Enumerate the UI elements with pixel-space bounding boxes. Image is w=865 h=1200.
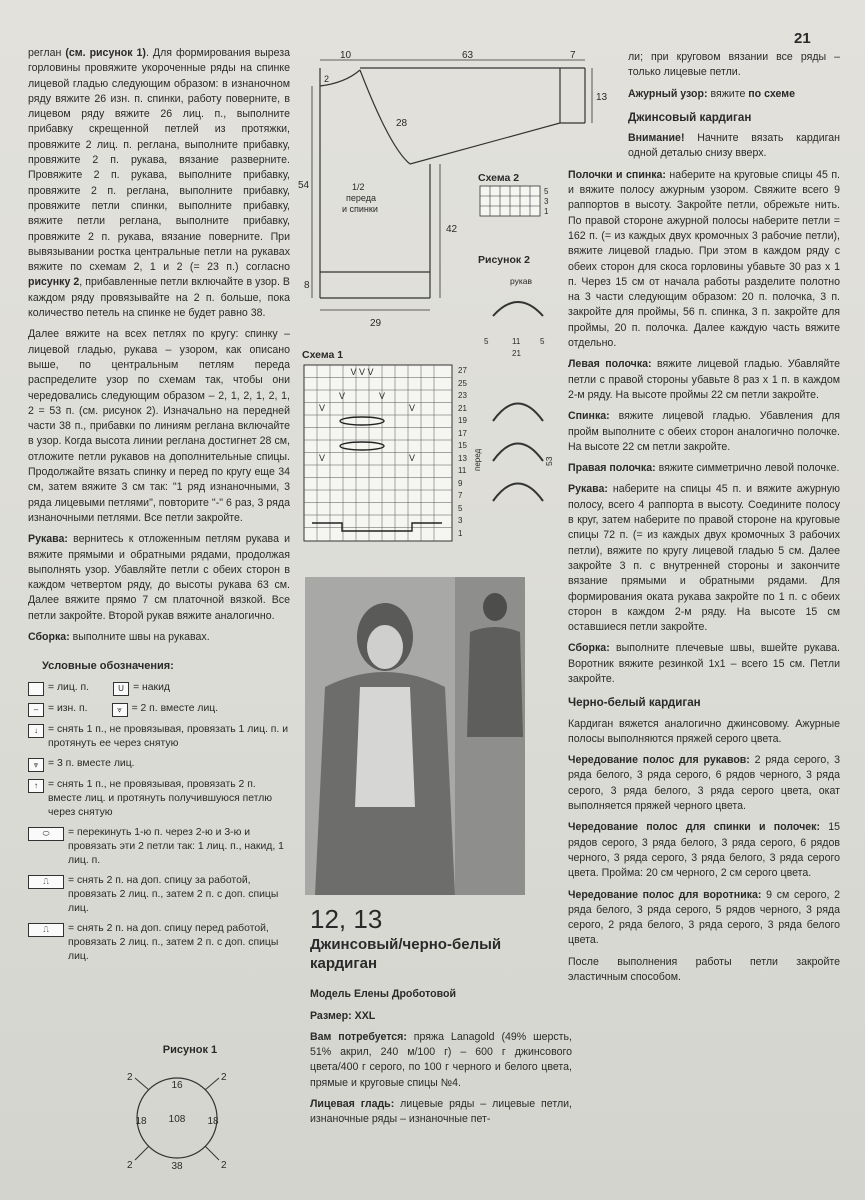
svg-text:5: 5 <box>544 187 549 196</box>
scheme-1 <box>302 349 482 556</box>
figure-2-diagram <box>473 266 578 566</box>
svg-text:V: V <box>408 453 416 463</box>
svg-text:19: 19 <box>458 416 467 425</box>
label-front: переда <box>346 193 376 203</box>
svg-text:27: 27 <box>458 366 467 375</box>
svg-text:17: 17 <box>458 429 467 438</box>
model-photo-art <box>305 577 525 895</box>
figure-1-diagram <box>115 1056 265 1176</box>
lace-pattern: Ажурный узор: вяжите по схеме <box>628 87 795 100</box>
figure-2-title: Рисунок 2 <box>478 254 530 266</box>
dim-cuff: 7 <box>570 50 576 61</box>
right-column <box>568 50 840 991</box>
svg-text:9: 9 <box>458 479 463 488</box>
bw-heading: Черно-белый кардиган <box>568 696 701 710</box>
legend-title: Условные обозначения: <box>42 660 174 673</box>
stockinette: Лицевая гладь: лицевые ряды – лицевые петли, изнаночные ряды – изнаночные пет- <box>310 1098 572 1126</box>
right-front: Правая полочка: вяжите симметрично левой полочке. <box>568 462 840 475</box>
bw-intro: Кардиган вяжется аналогично джинсовому. Ажурные полосы выполняются пряжей серого цвета. <box>568 717 840 745</box>
legend-knit: = лиц. п. <box>28 681 89 696</box>
continued-text: ли; при круговом вязании все ряды – только лицевые петли. <box>628 51 840 79</box>
legend-cable-front: ⎍ = снять 2 п. на доп. спицу перед работой, провязать 2 лиц. п., затем 2 п. с доп. спицы лиц. <box>28 922 290 964</box>
sleeves: Рукава: наберите на спицы 45 п. и вяжите ажурную полосу, всего 4 раппорта в высоту. Соедините полосу в круг, затем наберите по правой стороне на круговые спицы 72 п. (= из каждых двух кромочных 3 рабочих петли), вяжите по кругу лицевой гладью 5 см. Далее закройте 3 п. с внутренней стороны и закончите вязание прямыми и обратными рядами. Для формирования оката рукава закройте по 1 п. с обеих сторон в каждом 2-м ряду. На высоте 15 см оставшиеся петли закройте. <box>568 483 840 634</box>
scheme-2 <box>478 172 568 229</box>
stripes-sleeves: Чередование полос для рукавов: 2 ряда серого, 3 ряда белого, 3 ряда серого, 6 рядов черного, 3 ряда серого, 3 ряда белого, 3 ряда серого цвета, окат выполняется пряжей черного цвета. <box>568 754 841 813</box>
fronts-back: Полочки и спинка: наберите на круговые спицы 45 п. и вяжите полосу ажурным узором. Свяжите всего 9 раппортов в высоту. Закройте петли, обрежьте нить. По правой стороне ажурной полосы наберите петли = 162 п. (= из каждых двух кромочных 3 рабочие петли), вяжите лицевой гладью. При этом в каждом ряду с обеих сторон для скоса горловины убавьте 30 раз х 1 п. Через 15 см от начала работы разделите полотно на 3 части следующим образом: 20 п. полочка, 3 п. закройте для проймы, 56 п. спинка, 3 п. закройте для проймы, 20 п. полочка. Далее каждую часть вяжите отдельно. <box>568 168 840 350</box>
legend-ssk: ↓ = снять 1 п., не провязывая, провязать 1 лиц. п. и протянуть ее через снятую <box>28 723 290 751</box>
back: Спинка: вяжите лицевой гладью. Убавления для пройм выполните с обеих сторон аналогично полочке. На высоте 22 см петли закройте. <box>568 410 840 453</box>
fig1-c2: 2 <box>221 1072 227 1083</box>
sleeves-paragraph: Рукава: вернитесь к отложенным петлям рукава и вяжите прямыми и обратными рядами, продолжая выполнять узор. Убавляйте петли с обеих сторон в каждом четвертом ряду, до высоты рукава 63 см. Далее вяжите прямо 7 см платочной вязкой. Все петли закройте. Второй рукав вяжите аналогично. <box>28 533 290 622</box>
left-front: Левая полочка: вяжите лицевой гладью. Убавляйте петли с правой стороны убавьте 8 раз х 1 п. в каждом 2-м ряду. На высоте проймы 22 см петли закройте. <box>568 358 840 401</box>
figure-2 <box>473 254 578 571</box>
raglan-paragraph: реглан (см. рисунок 1). Для формирования выреза горловины провяжите укороченные ряды на спинке лицевой гладью следующим образом: в изнаночном ряду вяжите 26 изн. п. спинки, работу поверните, в лицевом ряду вяжите 26 лиц. п., выполните прибавку скрещенной петлей из протяжки, провяжите 2 лиц. п. реглана, выполните прибавку, провяжите 2 п. рукава, вязание разверните. Провяжите 2 п. рукава, выполните прибавку, провяжите 2 п. реглана, выполните прибавку, провяжите петли спинки, выполните прибавку, вяжите петли реглана, выполните прибавку, провяжите 2 п. рукава, вязание поверните. При вывязывании ростка центральные петли на рукавах вяжите по схемам 2, 1 и 2 (= 23 п.) согласно рисунку 2, прибавленные петли включайте в узор. В каждом ряду провязывайте на 2 п. больше, пока количество петель на спинке не будет равно 38. <box>28 47 290 320</box>
fig1-bottom: 38 <box>171 1161 183 1172</box>
fig1-center: 108 <box>168 1114 186 1125</box>
svg-text:V: V <box>318 403 326 413</box>
svg-text:11: 11 <box>512 337 521 346</box>
page-number: 21 <box>794 30 811 47</box>
fig1-top: 16 <box>171 1080 183 1091</box>
svg-text:рукав: рукав <box>510 276 533 286</box>
label-half: 1/2 <box>352 182 365 192</box>
size: Размер: XXL <box>310 1009 376 1022</box>
left-column <box>28 46 290 970</box>
svg-text:13: 13 <box>458 454 467 463</box>
model-photo <box>305 577 525 895</box>
dim-raglan: 28 <box>396 118 408 129</box>
legend-cable-back: ⎍ = снять 2 п. на доп. спицу за работой, провязать 2 лиц. п., затем 2 п. с доп. спицы лиц. <box>28 874 290 916</box>
svg-text:21: 21 <box>458 404 467 413</box>
svg-text:3: 3 <box>458 516 463 525</box>
dim-sleeve: 42 <box>446 224 458 235</box>
stripes-collar: Чередование полос для воротника: 9 см серого, 2 ряда белого, 3 ряда серого, 5 рядов черного, 3 ряда серого, 2 ряда белого, 3 ряда серого, 3 ряда белого цвета. <box>568 888 840 947</box>
svg-text:11: 11 <box>458 466 467 475</box>
scheme-1-grid <box>302 361 482 551</box>
materials: Вам потребуется: пряжа Lanagold (49% шерсть, 51% акрил, 240 м/100 г) – 600 г джинсового цвета/400 г серого, по 100 г черного и белого цвета, прямые и круговые спицы №4. <box>310 1030 572 1089</box>
dim-side: 54 <box>298 180 310 191</box>
scheme-1-title: Схема 1 <box>302 349 344 361</box>
article-block <box>310 904 572 1134</box>
dim-rib: 8 <box>304 280 310 291</box>
svg-text:V V V: V V V <box>350 367 374 377</box>
svg-text:перед: перед <box>473 448 482 471</box>
attention: Внимание! Начните вязать кардиган одной деталью снизу вверх. <box>628 132 840 160</box>
svg-text:7: 7 <box>458 491 463 500</box>
fig1-c3: 2 <box>127 1160 133 1171</box>
assembly: Сборка: выполните плечевые швы, вшейте рукава. Воротник вяжите резинкой 1х1 – всего 15 см. Петли закройте. <box>568 642 840 685</box>
legend-yarn-over: U = накид <box>113 681 170 696</box>
svg-text:5: 5 <box>458 504 463 513</box>
legend-purl: – = изн. п. <box>28 702 88 717</box>
label-back: и спинки <box>342 204 378 214</box>
svg-text:15: 15 <box>458 441 467 450</box>
dim-neck: 10 <box>340 50 352 61</box>
legend-k2tog: ⩔ = 2 п. вместе лиц. <box>112 702 219 717</box>
legend-k3tog: ⩔ = 3 п. вместе лиц. <box>28 757 290 772</box>
svg-text:1: 1 <box>458 529 463 538</box>
body-paragraph: Далее вяжите на всех петлях по кругу: спинку – лицевой гладью, рукава – узором, как описано выше, по центральным петлям переда распределите узор по схемам так, чтобы они чередовались следующим образом – 2, 1, 2, 1, 2, 1, 2 = 53 п. (см. рисунок 2). Изначально на передней части 38 п., прибавки по линиям реглана включайте в узор. Когда высота линии реглана достигнет 28 см, отложите петли рукавов на дополнительные спицы. Продолжайте вязать спинку и перед по кругу еще 34 см, затем вяжите 3 см так: "1 ряд изнаночными, 3 ряда лицевыми петлями", повторите "-" 6 раз, 3 ряда изнаночными петлями. Все петли закройте. <box>28 328 290 524</box>
scheme-2-title: Схема 2 <box>478 172 520 184</box>
legend-cross: ⬭ = перекинуть 1-ю п. через 2-ю и 3-ю и провязать эти 2 петли так: 1 лиц. п., накид, 1 лиц. п. <box>28 826 290 868</box>
svg-text:V: V <box>408 403 416 413</box>
denim-heading: Джинсовый кардиган <box>628 110 752 124</box>
svg-text:53: 53 <box>544 456 554 466</box>
scheme-2-grid <box>478 184 568 224</box>
svg-text:3: 3 <box>544 197 549 206</box>
fig1-left: 18 <box>135 1116 147 1127</box>
fig1-c4: 2 <box>221 1160 227 1171</box>
author: Модель Елены Дроботовой <box>310 988 457 1001</box>
svg-text:5: 5 <box>484 337 489 346</box>
figure-1 <box>115 1044 265 1181</box>
assembly-paragraph: Сборка: выполните швы на рукавах. <box>28 630 210 643</box>
legend-sk2p: ↑ = снять 1 п., не провязывая, провязать 2 п. вместе лиц. и протянуть получившуюся петлю через снятую <box>28 778 290 820</box>
figure-1-title: Рисунок 1 <box>162 1044 218 1056</box>
svg-text:V: V <box>378 391 386 401</box>
svg-text:V: V <box>318 453 326 463</box>
svg-text:5: 5 <box>540 337 545 346</box>
article-number: 12, 13 <box>310 904 383 934</box>
dim-top: 63 <box>462 50 474 61</box>
svg-text:23: 23 <box>458 391 467 400</box>
article-title: Джинсовый/черно-белый кардиган <box>310 936 502 973</box>
stripes-body: Чередование полос для спинки и полочек: 15 рядов серого, 3 ряда белого, 3 ряда серого, 6 рядов черного, 3 ряда серого, 3 ряда белого, 3 ряда серого цвета. Пройма: 20 см черного, 2 см серого цвета. <box>568 821 840 880</box>
svg-text:21: 21 <box>512 349 521 358</box>
svg-text:1: 1 <box>544 207 549 216</box>
dim-cuff-height: 13 <box>596 92 608 103</box>
svg-text:V: V <box>338 391 346 401</box>
dim-width: 29 <box>370 318 382 329</box>
dim-2: 2 <box>324 74 330 84</box>
svg-text:25: 25 <box>458 379 467 388</box>
fig1-right: 18 <box>207 1116 219 1127</box>
closing: После выполнения работы петли закройте эластичным способом. <box>568 955 840 984</box>
fig1-c1: 2 <box>127 1072 133 1083</box>
